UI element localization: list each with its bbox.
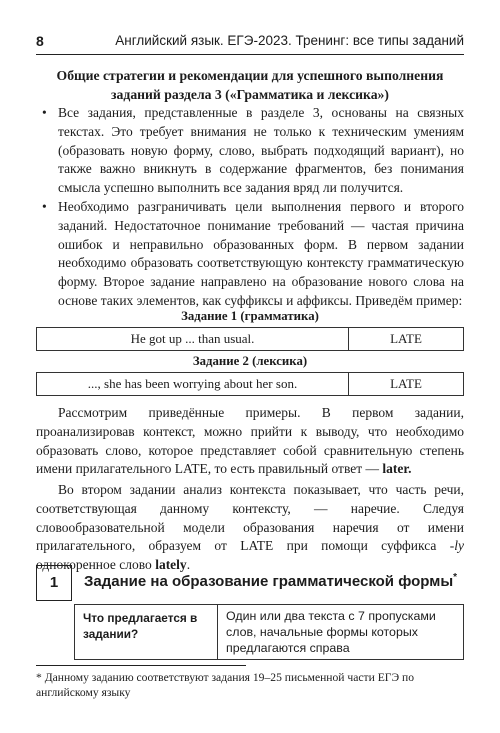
paragraph-text: Рассмотрим приведённые примеры. В первом задании, проанализировав контекст, можно прийти к выводу, что необходимо образовать слово, которое представляет собой сравнительную степень имени прилагательного LATE, то есть правильный ответ —	[36, 405, 464, 477]
task-info-label: Что предлагается в задании?	[75, 605, 218, 659]
section-title-text: Задание на образование грамматической формы	[84, 573, 454, 590]
footnote-divider	[36, 665, 246, 666]
example-2-table	[36, 372, 464, 396]
example-1-table	[36, 327, 464, 351]
list-item-text: Необходимо разграничивать цели выполнения первого и второго заданий. Недостаточное понимание требований — частая причина ошибок и неправильно образованных форм. В первом задании необходимо образовать соответствующую контексту грамматическую форму. Второе задание направлено на образование нового слова на основе таких элементов, как суффиксы и аффиксы. Приведём пример:	[58, 198, 464, 308]
example-1-sentence: He got up ... than usual.	[37, 328, 349, 350]
section-title	[84, 572, 480, 590]
suffix-ly: -ly	[449, 538, 464, 554]
example-1-caption: Задание 1 (грамматика)	[181, 309, 319, 323]
paragraph-end: .	[186, 557, 191, 573]
list-item	[42, 104, 464, 198]
example-2-word: LATE	[390, 376, 422, 391]
bullet-mark: •	[42, 105, 47, 120]
list-item	[42, 198, 464, 311]
paragraph-text-middle: однокоренное слово	[36, 557, 156, 573]
answer-lately: lately	[155, 557, 187, 573]
page-number: 8	[36, 33, 44, 49]
example-1-word: LATE	[390, 331, 422, 346]
footnote: * Данному заданию соответствуют задания 19–25 письменной части ЕГЭ по английскому языку	[36, 671, 415, 699]
running-header	[36, 30, 464, 55]
paragraph-analysis-1	[36, 404, 464, 479]
task-info-table	[74, 604, 464, 660]
section-heading: Общие стратегии и рекомендации для успешного выполнения заданий раздела 3 («Грамматика и лексика»)	[56, 68, 444, 102]
recommendations-list	[42, 104, 464, 311]
section-number-box: 1	[36, 565, 72, 601]
bullet-mark: •	[42, 198, 47, 214]
paragraph-text: Во втором задании анализ контекста показывает, что часть речи, соответствующая данному контексту, — наречие. Следуя словообразовательной модели образования наречия от имени прилагательного, образуем от LATE при помощи суффикса	[36, 482, 464, 554]
example-2-caption: Задание 2 (лексика)	[192, 354, 308, 368]
answer-later: later.	[382, 461, 412, 477]
list-item-text: Все задания, представленные в разделе 3, основаны на связных текстах. Это требует внимания не только к техническим умениям (образовать новую форму, слово, выбрать подходящий вариант), но также важно вникнуть в содержание фрагментов, без понимания смысла успешно выполнить все задания вряд ли получится.	[58, 105, 464, 196]
paragraph-analysis-2	[36, 481, 464, 575]
running-title: Английский язык. ЕГЭ-2023. Тренинг: все типы заданий	[115, 33, 464, 48]
example-2-sentence: ..., she has been worrying about her son.	[37, 373, 349, 395]
footnote-mark: *	[453, 572, 458, 583]
task-info-value: Один или два текста с 7 пропусками слов, начальные формы которых предлагаются справа	[226, 609, 436, 655]
